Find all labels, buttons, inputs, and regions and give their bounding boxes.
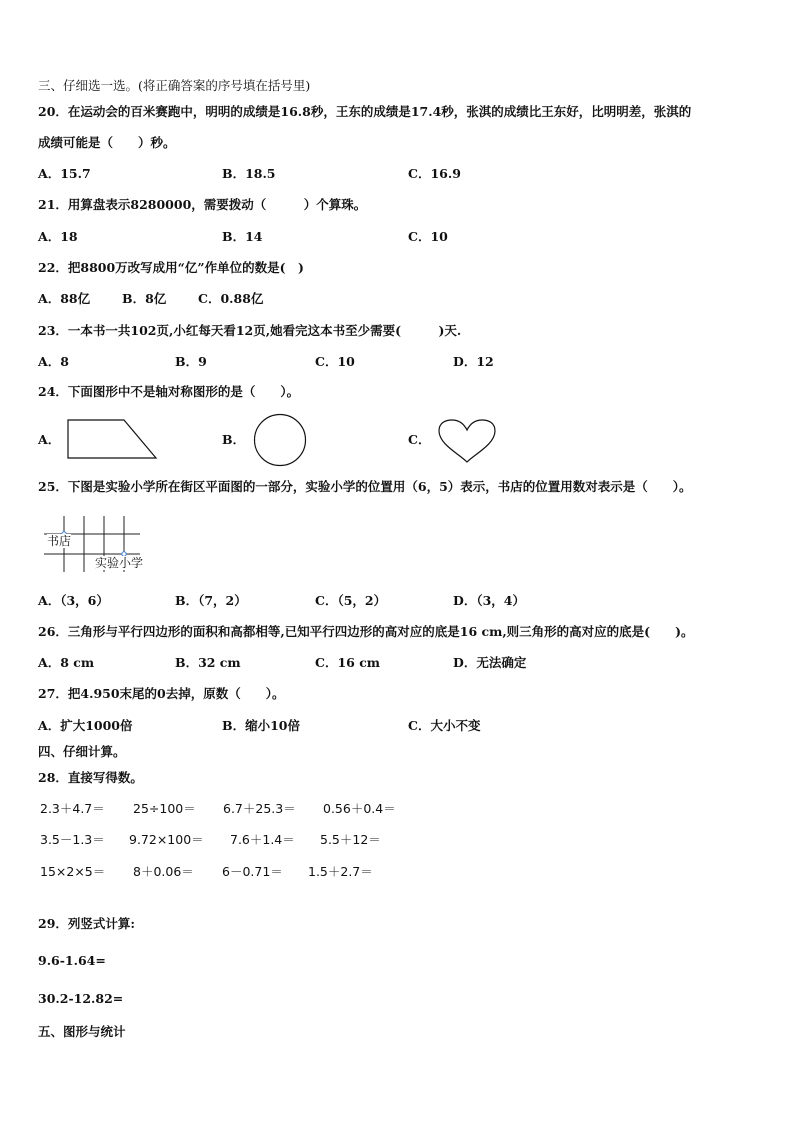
- calc-item: 7.6＋1.4＝: [230, 832, 295, 847]
- trapezoid-icon: [66, 418, 158, 460]
- q22-option-c: C．0.88亿: [198, 291, 264, 306]
- q23-option-c: C．10: [315, 354, 355, 369]
- q25-option-d: D．（3，4）: [453, 593, 525, 608]
- q25-option-c: C．（5，2）: [315, 593, 387, 608]
- q23-option-d: D．12: [453, 354, 494, 369]
- q24-option-c: C．: [408, 432, 431, 447]
- q23-option-a: A．8: [38, 354, 69, 369]
- calc-item: 6.7＋25.3＝: [223, 801, 296, 816]
- q25-option-a: A．（3，6）: [38, 593, 109, 608]
- q26-option-b: B．32 cm: [175, 655, 241, 670]
- q26-option-d: D．无法确定: [453, 655, 527, 670]
- q26-stem: 26．三角形与平行四边形的面积和高都相等,已知平行四边形的高对应的底是16 cm,则三角形的高对应的底是( )。: [38, 624, 694, 639]
- q29-item-2: 30.2-12.82=: [38, 991, 124, 1006]
- q27-option-b: B．缩小10倍: [222, 718, 300, 733]
- q24-stem: 24．下面图形中不是轴对称图形的是（ ）。: [38, 384, 300, 399]
- circle-icon: [253, 413, 307, 467]
- q20-option-c: C．16.9: [408, 166, 461, 181]
- q21-stem: 21．用算盘表示8280000，需要拨动（ ）个算珠。: [38, 197, 367, 212]
- q27-option-a: A．扩大1000倍: [38, 718, 133, 733]
- q20-stem-line1: 20．在运动会的百米赛跑中，明明的成绩是16.8秒，王东的成绩是17.4秒，张淇的成绩比王东好，比明明差，张淇的: [38, 104, 692, 119]
- calc-item: 0.56＋0.4＝: [323, 801, 396, 816]
- heart-icon: [437, 418, 497, 464]
- section-4-title: 四、仔细计算。: [38, 744, 126, 759]
- calc-item: 9.72×100＝: [129, 832, 204, 847]
- calc-item: 25÷100＝: [133, 801, 196, 816]
- q24-option-b: B．: [222, 432, 246, 447]
- q29-item-1: 9.6-1.64=: [38, 953, 106, 968]
- q23-stem: 23．一本书一共102页,小红每天看12页,她看完这本书至少需要( )天.: [38, 323, 462, 338]
- q26-option-c: C．16 cm: [315, 655, 381, 670]
- q21-option-b: B．14: [222, 229, 263, 244]
- q22-option-a: A．88亿: [38, 291, 91, 306]
- q24-option-a: A．: [38, 432, 61, 447]
- calc-item: 5.5＋12＝: [320, 832, 381, 847]
- q25-option-b: B．（7，2）: [175, 593, 247, 608]
- q26-option-a: A．8 cm: [38, 655, 95, 670]
- map-label-school: 实验小学: [95, 556, 144, 570]
- map-label-bookstore: 书店: [47, 534, 72, 548]
- calc-item: 15×2×5＝: [40, 864, 106, 879]
- calc-item: 1.5＋2.7＝: [308, 864, 373, 879]
- q25-stem: 25．下图是实验小学所在街区平面图的一部分，实验小学的位置用（6，5）表示，书店的位置用数对表示是（ ）。: [38, 479, 692, 494]
- calc-item: 6－0.71＝: [222, 864, 283, 879]
- section-3-title: 三、仔细选一选。(将正确答案的序号填在括号里): [38, 78, 311, 93]
- calc-item: 2.3＋4.7＝: [40, 801, 105, 816]
- q27-stem: 27．把4.950末尾的0去掉，原数（ ）。: [38, 686, 285, 701]
- q29-stem: 29．列竖式计算:: [38, 916, 136, 931]
- section-5-title: 五、图形与统计: [38, 1024, 126, 1039]
- q21-option-a: A．18: [38, 229, 78, 244]
- q20-option-a: A．15.7: [38, 166, 91, 181]
- calc-item: 3.5－1.3＝: [40, 832, 105, 847]
- q22-option-b: B．8亿: [122, 291, 167, 306]
- q27-option-c: C．大小不变: [408, 718, 481, 733]
- q21-option-c: C．10: [408, 229, 448, 244]
- q28-stem: 28．直接写得数。: [38, 770, 143, 785]
- q23-option-b: B．9: [175, 354, 207, 369]
- q22-stem: 22．把8800万改写成用“亿”作单位的数是( ): [38, 260, 304, 275]
- q20-stem-line2: 成绩可能是（ ）秒。: [38, 135, 176, 150]
- calc-item: 8＋0.06＝: [133, 864, 194, 879]
- q20-option-b: B．18.5: [222, 166, 276, 181]
